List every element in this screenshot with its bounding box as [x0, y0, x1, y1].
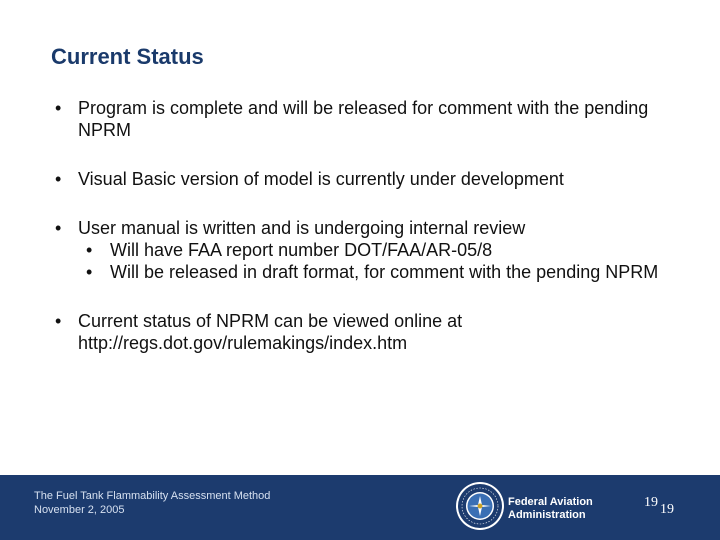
- slide-title: Current Status: [51, 44, 204, 69]
- bullet-list: [55, 97, 675, 381]
- bullet-item: [55, 310, 675, 354]
- footer-caption: [34, 489, 270, 517]
- sub-bullet-item: [78, 239, 675, 261]
- sub-bullet-text: Will have FAA report number DOT/FAA/AR-05/8: [110, 240, 493, 260]
- bullet-item: [55, 217, 675, 283]
- page-number-duplicate: 19: [660, 502, 674, 517]
- agency-line-2: Administration: [508, 509, 586, 521]
- footer-bar: [0, 475, 720, 540]
- agency-line-1: Federal Aviation: [508, 496, 593, 508]
- bullet-item: [55, 168, 675, 190]
- sub-bullet-text: Will be released in draft format, for comment with the pending NPRM: [110, 262, 659, 282]
- bullet-text: Visual Basic version of model is currently under development: [78, 169, 564, 189]
- bullet-text: User manual is written and is undergoing internal review: [78, 218, 526, 238]
- bullet-text: Current status of NPRM can be viewed online at http://regs.dot.gov/rulemakings/index.htm: [78, 311, 463, 353]
- bullet-text: Program is complete and will be released for comment with the pending NPRM: [78, 98, 649, 140]
- faa-seal-icon: [455, 481, 505, 531]
- agency-name: [508, 496, 593, 522]
- presentation-date: November 2, 2005: [34, 504, 125, 516]
- presentation-title: The Fuel Tank Flammability Assessment Method: [34, 490, 271, 502]
- sub-bullet-list: [78, 239, 675, 283]
- sub-bullet-item: [78, 261, 675, 283]
- page-number: 19: [644, 495, 658, 510]
- bullet-item: [55, 97, 675, 141]
